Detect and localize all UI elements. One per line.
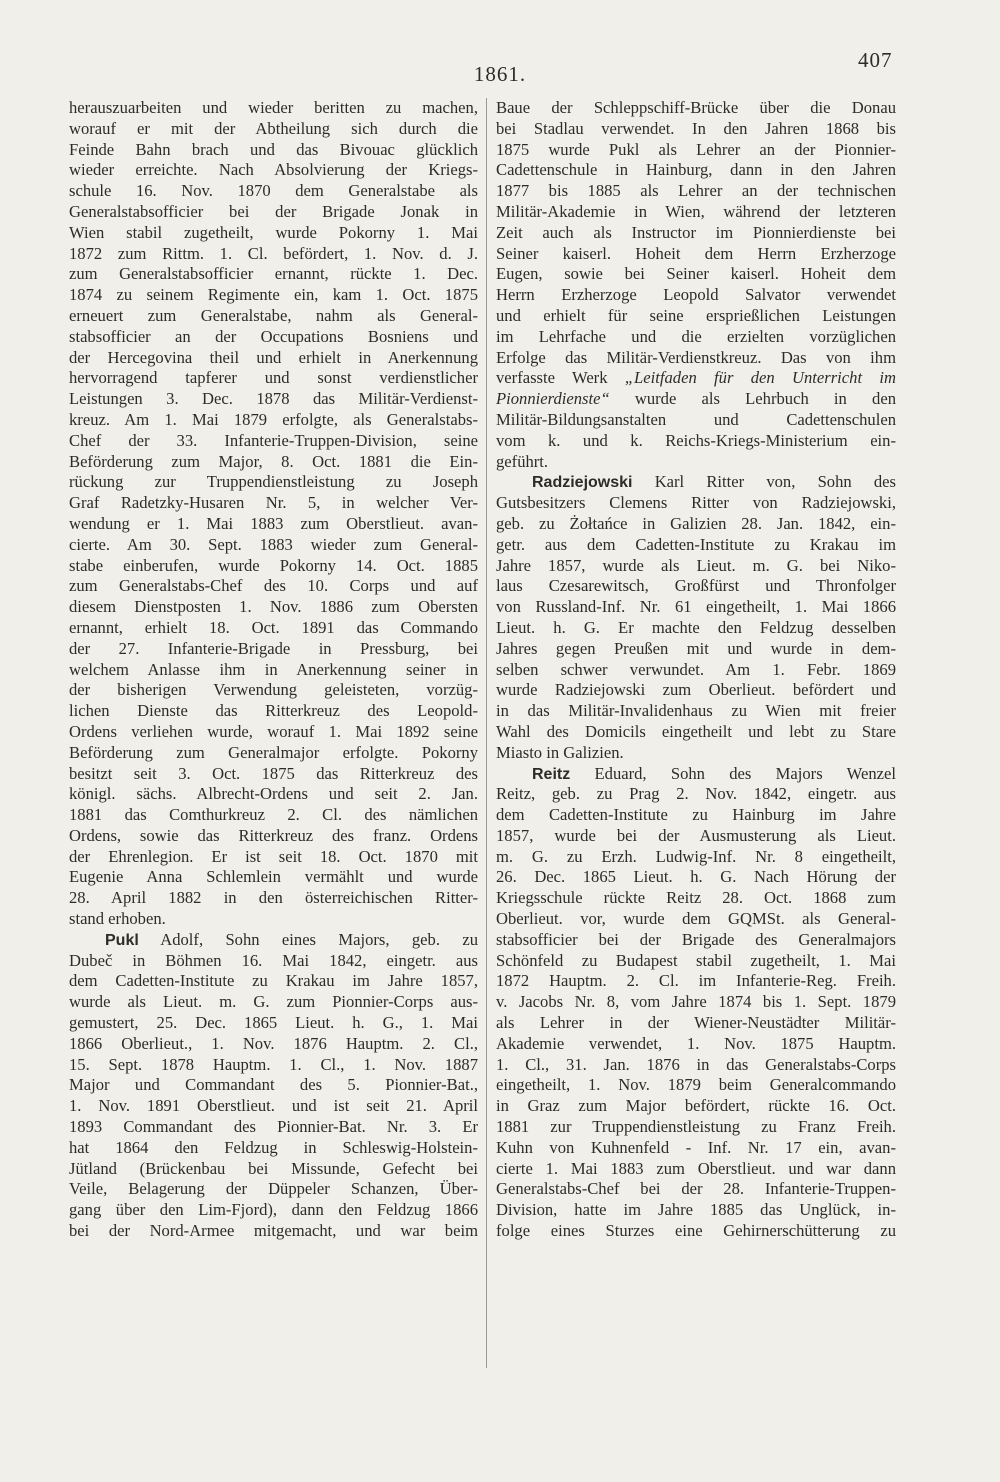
text-line: Division, hatte im Jahre 1885 das Unglück, in- (496, 1200, 896, 1220)
entry-name-reitz: Reitz (532, 765, 571, 783)
text-line: der Hercegovina theil und erhielt in Anerkennung (69, 347, 478, 367)
text-line: stabsofficier bei der Brigade des Generalmajors (496, 929, 896, 949)
text-line: der Ehrenlegion. Er ist seit 18. Oct. 1870 mit (69, 846, 478, 866)
entry-name-pukl: Pukl (105, 931, 139, 949)
text-line: lichen Dienste das Ritterkreuz des Leopold- (69, 701, 478, 721)
text-line: geb. zu Żołtańce in Galizien 28. Jan. 1842, ein- (496, 513, 896, 533)
text-line: Generalstabsofficier bei der Brigade Jonak in (69, 201, 478, 221)
text-line: Generalstabs-Chef bei der 28. Infanterie-Truppen- (496, 1179, 896, 1199)
text-line: stabsofficier an der Occupations Bosniens und (69, 326, 478, 346)
text-line: Lieut. h. G. Er machte den Feldzug desselben (496, 617, 896, 637)
right-column-text-continued (496, 410, 896, 472)
text-line: 15. Sept. 1878 Hauptm. 1. Cl., 1. Nov. 1887 (69, 1054, 478, 1074)
italic-title-prefix: verfasste Werk (496, 368, 625, 388)
text-line: bei Stadlau verwendet. In den Jahren 1868 bis (496, 118, 896, 138)
text-line: wendung er 1. Mai 1883 zum Oberstlieut. avan- (69, 513, 478, 533)
entry-radziejowski-heading (496, 472, 896, 493)
entry-radziejowski-first-line: Karl Ritter von, Sohn des (654, 472, 896, 492)
text-line: 1866 Oberlieut., 1. Nov. 1876 Hauptm. 2. Cl., (69, 1033, 478, 1053)
text-line: stand erhoben. (69, 909, 166, 929)
text-line: selben schwer verwundet. Am 1. Febr. 1869 (496, 659, 896, 679)
text-line: v. Jacobs Nr. 8, vom Jahre 1874 bis 1. Sept. 1879 (496, 992, 896, 1012)
text-line: in Graz zum Major befördert, rückte 16. Oct. (496, 1096, 896, 1116)
text-line: Eugenie Anna Schlemlein vermählt und wurde (69, 867, 478, 887)
text-line: Jahres gegen Preußen mit und wurde in dem- (496, 638, 896, 658)
text-line: 1893 Commandant des Pionnier-Bat. Nr. 3. Er (69, 1117, 478, 1137)
text-line: Gutsbesitzers Clemens Ritter von Radziejowski, (496, 493, 896, 513)
text-line: Militär-Bildungsanstalten und Cadettenschulen (496, 409, 896, 429)
text-line: zum Generalstabs-Chef des 10. Corps und auf (69, 576, 478, 596)
text-line: herauszuarbeiten und wieder beritten zu machen, (69, 98, 478, 117)
right-column (496, 98, 896, 1368)
column-divider (486, 98, 487, 1368)
text-line: in das Militär-Invalidenhaus zu Wien mit freier (496, 701, 896, 721)
text-line: vom k. und k. Reichs-Kriegs-Ministerium ein- (496, 430, 896, 450)
text-line: Seiner kaiserl. Hoheit dem Herrn Erzherzoge (496, 243, 896, 263)
text-line: hervorragend tapferer und sonst verdienstlicher (69, 368, 478, 388)
text-line: Chef der 33. Infanterie-Truppen-Division, seine (69, 430, 478, 450)
text-line: Miasto in Galizien. (496, 742, 624, 762)
text-line: Graf Radetzky-Husaren Nr. 5, in welcher Ver- (69, 493, 478, 513)
text-line: Oberlieut. vor, wurde dem GQMSt. als General- (496, 909, 896, 929)
entry-radziejowski-text (496, 493, 896, 763)
text-line: 1872 Hauptm. 2. Cl. im Infanterie-Reg. Freih. (496, 971, 896, 991)
text-line: worauf er mit der Abtheilung sich durch die (69, 118, 478, 138)
text-line: Herrn Erzherzoge Leopold Salvator verwendet (496, 285, 896, 305)
text-line: ernannt, erhielt 18. Oct. 1891 das Commando (69, 617, 478, 637)
text-line: Militär-Akademie in Wien, während der letzteren (496, 201, 896, 221)
text-line: Beförderung zum Generalmajor erfolgte. Pokorny (69, 742, 478, 762)
entry-reitz-first-line: Eduard, Sohn des Majors Wenzel (594, 763, 896, 783)
text-line: besitzt seit 3. Oct. 1875 das Ritterkreuz des (69, 763, 478, 783)
text-line: Ordens, sowie das Ritterkreuz des franz. Ordens (69, 825, 478, 845)
page-year-header: 1861. (473, 62, 527, 86)
text-line: Leistungen 3. Dec. 1878 das Militär-Verdienst- (69, 389, 478, 409)
text-line: kreuz. Am 1. Mai 1879 erfolgte, als Generalstabs- (69, 409, 478, 429)
page-number: 407 (858, 48, 893, 72)
text-line: der 27. Infanterie-Brigade in Pressburg, bei (69, 638, 478, 658)
text-line: Kuhn von Kuhnenfeld - Inf. Nr. 17 ein, avan- (496, 1137, 896, 1157)
text-line: eingetheilt, 1. Nov. 1879 beim Generalcommando (496, 1075, 896, 1095)
text-line: 1. Cl., 31. Jan. 1876 in das Generalstabs-Corps (496, 1054, 896, 1074)
text-line: zum Generalstabsofficier ernannt, rückte 1. Dec. (69, 264, 478, 284)
text-line: hat 1864 den Feldzug in Schleswig-Holstein- (69, 1137, 478, 1157)
text-line: königl. sächs. Albrecht-Ordens und seit 2. Jan. (69, 784, 478, 804)
text-line: von Russland-Inf. Nr. 61 eingetheilt, 1. Mai 1866 (496, 597, 896, 617)
text-line: erneuert zum Generalstabe, nahm als General- (69, 305, 478, 325)
text-line: gemustert, 25. Dec. 1865 Lieut. h. G., 1. Mai (69, 1013, 478, 1033)
text-line: getr. aus dem Cadetten-Institute zu Krakau im (496, 534, 896, 554)
text-line: im Lehrfache und die erzielten vorzüglichen (496, 326, 896, 346)
text-line: wurde als Lieut. m. G. zum Pionnier-Corps aus- (69, 992, 478, 1012)
text-line: 1881 zur Truppendienstleistung zu Franz Freih. (496, 1117, 896, 1137)
entry-name-radziejowski: Radziejowski (532, 474, 633, 492)
text-line: Erfolge das Militär-Verdienstkreuz. Das von ihm (496, 347, 896, 367)
text-line: Akademie verwendet, 1. Nov. 1875 Hauptm. (496, 1033, 896, 1053)
text-line: dem Cadetten-Institute zu Krakau im Jahre 1857, (69, 971, 478, 991)
text-line: Kriegsschule rückte Reitz 28. Oct. 1868 zum (496, 888, 896, 908)
text-line: Schönfeld zu Budapest stabil zugetheilt, 1. Mai (496, 950, 896, 970)
text-line: gang über den Lim-Fjord), dann den Feldzug 1866 (69, 1200, 478, 1220)
text-line: wurde Radziejowski zum Oberlieut. befördert und (496, 680, 896, 700)
text-line: Jahre 1857, wurde als Lieut. m. G. bei Niko- (496, 555, 896, 575)
entry-reitz-text (496, 784, 896, 1242)
text-line: 28. April 1882 in den österreichischen Ritter- (69, 888, 478, 908)
text-line: laus Czesarewitsch, Großfürst und Thronfolger (496, 576, 896, 596)
text-line: Feinde Bahn brach und das Bivouac glücklich (69, 139, 478, 159)
text-line: Zeit auch als Instructor im Pionnierdienste bei (496, 222, 896, 242)
text-line: 1877 bis 1885 als Lehrer an der technischen (496, 181, 896, 201)
left-column-text (69, 98, 478, 930)
right-column-text (496, 98, 896, 368)
text-line: der bisherigen Verwendung geleisteten, vorzüg- (69, 680, 478, 700)
entry-pukl-heading (69, 930, 478, 951)
left-column (69, 98, 478, 1368)
text-line: diesem Dienstposten 1. Nov. 1886 zum Obersten (69, 597, 478, 617)
text-line: geführt. (496, 451, 549, 471)
text-line: Eugen, sowie bei Seiner kaiserl. Hoheit dem (496, 264, 896, 284)
entry-pukl-text (69, 951, 478, 1242)
text-line: Beförderung zum Major, 8. Oct. 1881 die Ein- (69, 451, 478, 471)
text-line: Veile, Belagerung der Düppeler Schanzen, Über- (69, 1179, 478, 1199)
text-line: Wahl des Domicils eingetheilt und lebt zu Stare (496, 721, 896, 741)
text-line: Jütland (Brückenbau bei Missunde, Gefecht bei (69, 1158, 478, 1178)
text-line: cierte. Am 30. Sept. 1883 wieder zum General- (69, 534, 478, 554)
entry-reitz-heading (496, 764, 896, 785)
text-line: rückung zur Truppendienstleistung zu Joseph (69, 472, 478, 492)
text-line: folge eines Sturzes eine Gehirnerschütterung zu (496, 1221, 896, 1241)
text-line: 1875 wurde Pukl als Lehrer an der Pionnier- (496, 139, 896, 159)
text-line: Baue der Schleppschiff-Brücke über die Donau (496, 98, 896, 117)
text-line: 1. Nov. 1891 Oberstlieut. und ist seit 21. April (69, 1096, 478, 1116)
text-line: Wien stabil zugetheilt, wurde Pokorny 1. Mai (69, 222, 478, 242)
text-line: 26. Dec. 1865 Lieut. h. G. Nach Hörung der (496, 867, 896, 887)
text-line: 1874 zu seinem Regimente ein, kam 1. Oct. 1875 (69, 285, 478, 305)
text-line: 1881 das Comthurkreuz 2. Cl. des nämlichen (69, 805, 478, 825)
italic-title-rest: wurde als Lehrbuch in den (609, 389, 896, 409)
text-line: dem Cadetten-Institute zu Hainburg im Jahre (496, 805, 896, 825)
text-line: cierte 1. Mai 1883 zum Oberstlieut. und war dann (496, 1158, 896, 1178)
text-line: 1857, wurde bei der Ausmusterung als Lieut. (496, 825, 896, 845)
italic-title-line-2 (496, 389, 896, 410)
text-line: welchem Anlasse ihm in Anerkennung seiner in (69, 659, 478, 679)
text-line: stabe einberufen, wurde Pokorny 14. Oct. 1885 (69, 555, 478, 575)
text-line: wieder erreichte. Nach Absolvierung der Kriegs- (69, 160, 478, 180)
entry-pukl-first-line: Adolf, Sohn eines Majors, geb. zu (160, 929, 478, 949)
text-line: und erhielt für seine ersprießlichen Leistungen (496, 305, 896, 325)
italic-title-line-1 (496, 368, 896, 389)
text-line: Major und Commandant des 5. Pionnier-Bat., (69, 1075, 478, 1095)
text-line: Ordens verliehen wurde, worauf 1. Mai 1892 seine (69, 721, 478, 741)
text-line: schule 16. Nov. 1870 dem Generalstabe als (69, 181, 478, 201)
book-title-part-1: „Leitfaden für den Unterricht im (624, 368, 896, 388)
book-title-part-2: Pionnierdienste“ (496, 389, 610, 409)
text-line: m. G. zu Erzh. Ludwig-Inf. Nr. 8 eingetheilt, (496, 846, 896, 866)
text-line: als Lehrer in der Wiener-Neustädter Militär- (496, 1013, 896, 1033)
text-line: Reitz, geb. zu Prag 2. Nov. 1842, eingetr. aus (496, 784, 896, 804)
text-line: Dubeč in Böhmen 16. Mai 1842, eingetr. aus (69, 950, 478, 970)
text-line: bei der Nord-Armee mitgemacht, und war beim (69, 1221, 478, 1241)
text-line: Cadettenschule in Hainburg, dann in den Jahren (496, 160, 896, 180)
text-line: 1872 zum Rittm. 1. Cl. befördert, 1. Nov. d. J. (69, 243, 478, 263)
